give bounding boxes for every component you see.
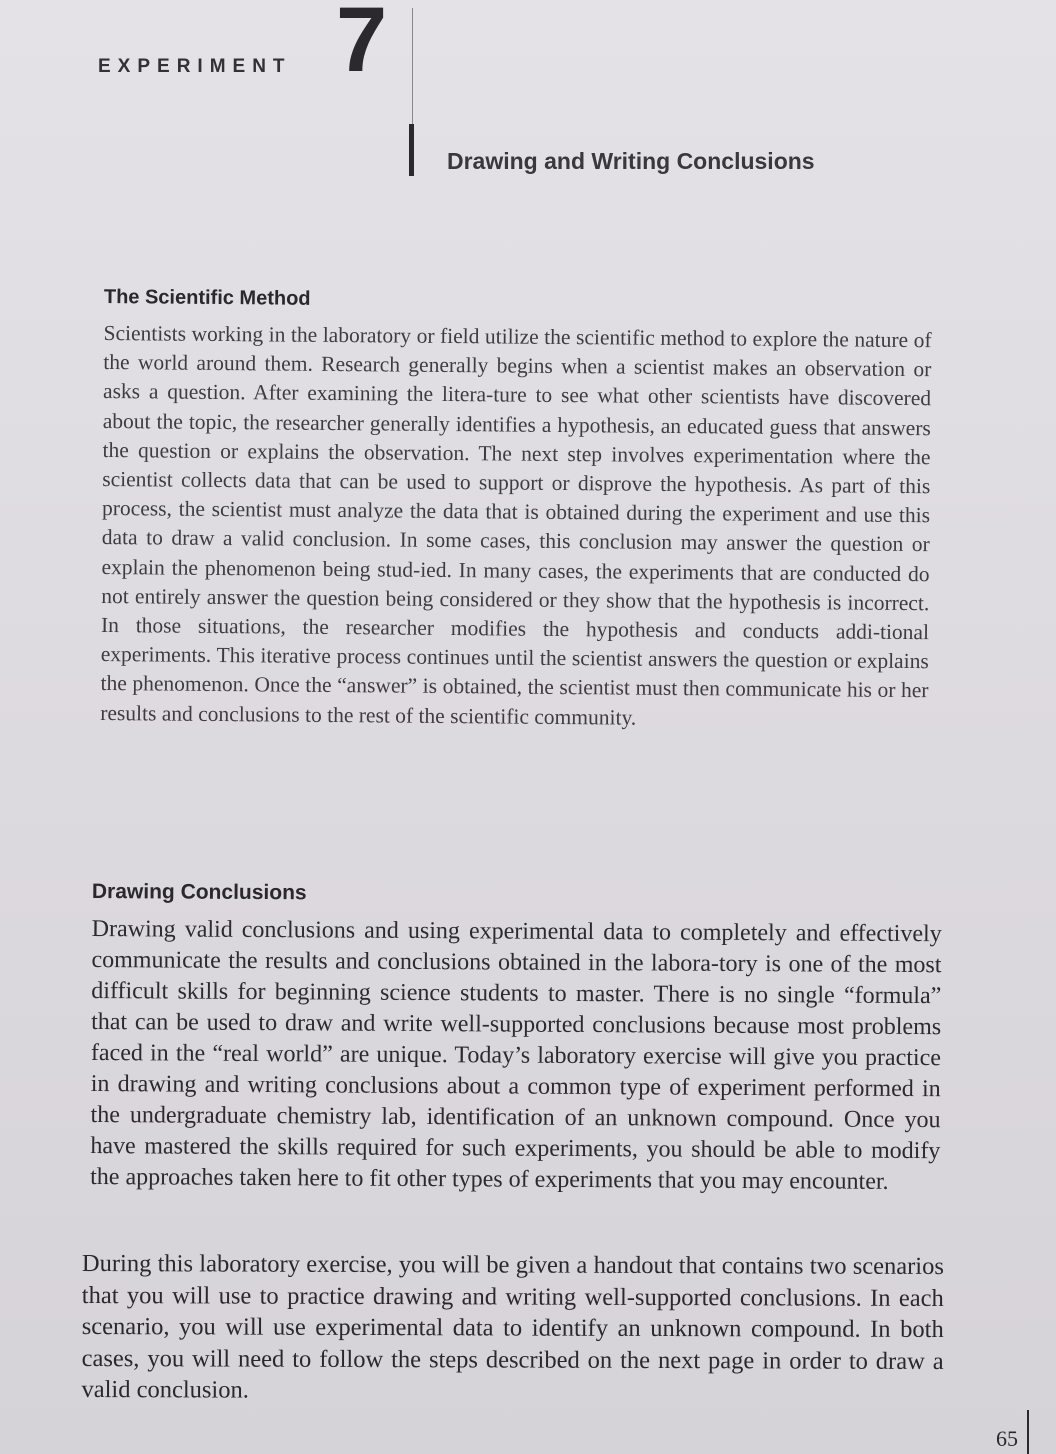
chapter-title: Drawing and Writing Conclusions — [447, 148, 815, 174]
section-paragraph: Drawing valid conclusions and using experimental data to completely and effectively communicate the results and conclusions obtained in the labora-tory is one of the most difficult skills for beginning science students to master. There is no single “formula” that can be used to draw and write well-supported conclusions because most problems faced in the “real world” are unique. Today’s laboratory exercise will give you practice in drawing and writing conclusions about a common type of experiment performed in the undergraduate chemistry lab, identification of an unknown compound. Once you have mastered the skills required for such experiments, you should be able to modify the approaches taken here to fit other types of experiments that you may encounter. — [90, 915, 942, 1195]
section-drawing-conclusions — [90, 880, 942, 1198]
section-paragraph: Scientists working in the laboratory or field utilize the scientific method to explore the nature of the world around them. Research generally begins when a scientist makes an observation or asks a question. After examining the litera-ture to see what other scientists have discovered about the topic, the researcher generally identifies a hypothesis, an educated guess that answers the question or explains the observation. The next step involves experimentation where the scientist collects data that can be used to support or disprove the hypothesis. As part of this process, the scientist must analyze the data that is obtained during the experiment and use this data to draw a valid conclusion. In some cases, this conclusion may answer the question or explain the phenomenon being stud-ied. In many cases, the experiments that are conducted do not entirely answer the question being considered or they show that the hypothesis is incorrect. In those situations, the researcher modifies the hypothesis and conducts addi-tional experiments. This iterative process continues until the scientist answers the question or explains the phenomenon. Once the “answer” is obtained, the scientist must then communicate his or her results and conclusions to the rest of the scientific community. — [100, 320, 932, 730]
header-divider-thick — [409, 124, 414, 176]
section-paragraph: During this laboratory exercise, you will be given a handout that contains two scenarios that you will use to practice drawing and writing well-supported conclusions. In each scenario, you will use experimental data to identify an unknown compound. In both cases, you will need to follow the steps described on the next page in order to draw a valid conclusion. — [81, 1250, 944, 1404]
header-divider-thin — [412, 8, 413, 128]
section-scientific-method — [100, 286, 932, 735]
experiment-number: 7 — [336, 0, 388, 91]
experiment-label: EXPERIMENT — [98, 56, 292, 77]
section-lab-exercise — [81, 1248, 944, 1409]
page-number: 65 — [996, 1426, 1018, 1451]
section-heading: The Scientific Method — [103, 286, 311, 310]
page-number-rule — [1027, 1410, 1029, 1454]
section-heading: Drawing Conclusions — [91, 880, 307, 905]
